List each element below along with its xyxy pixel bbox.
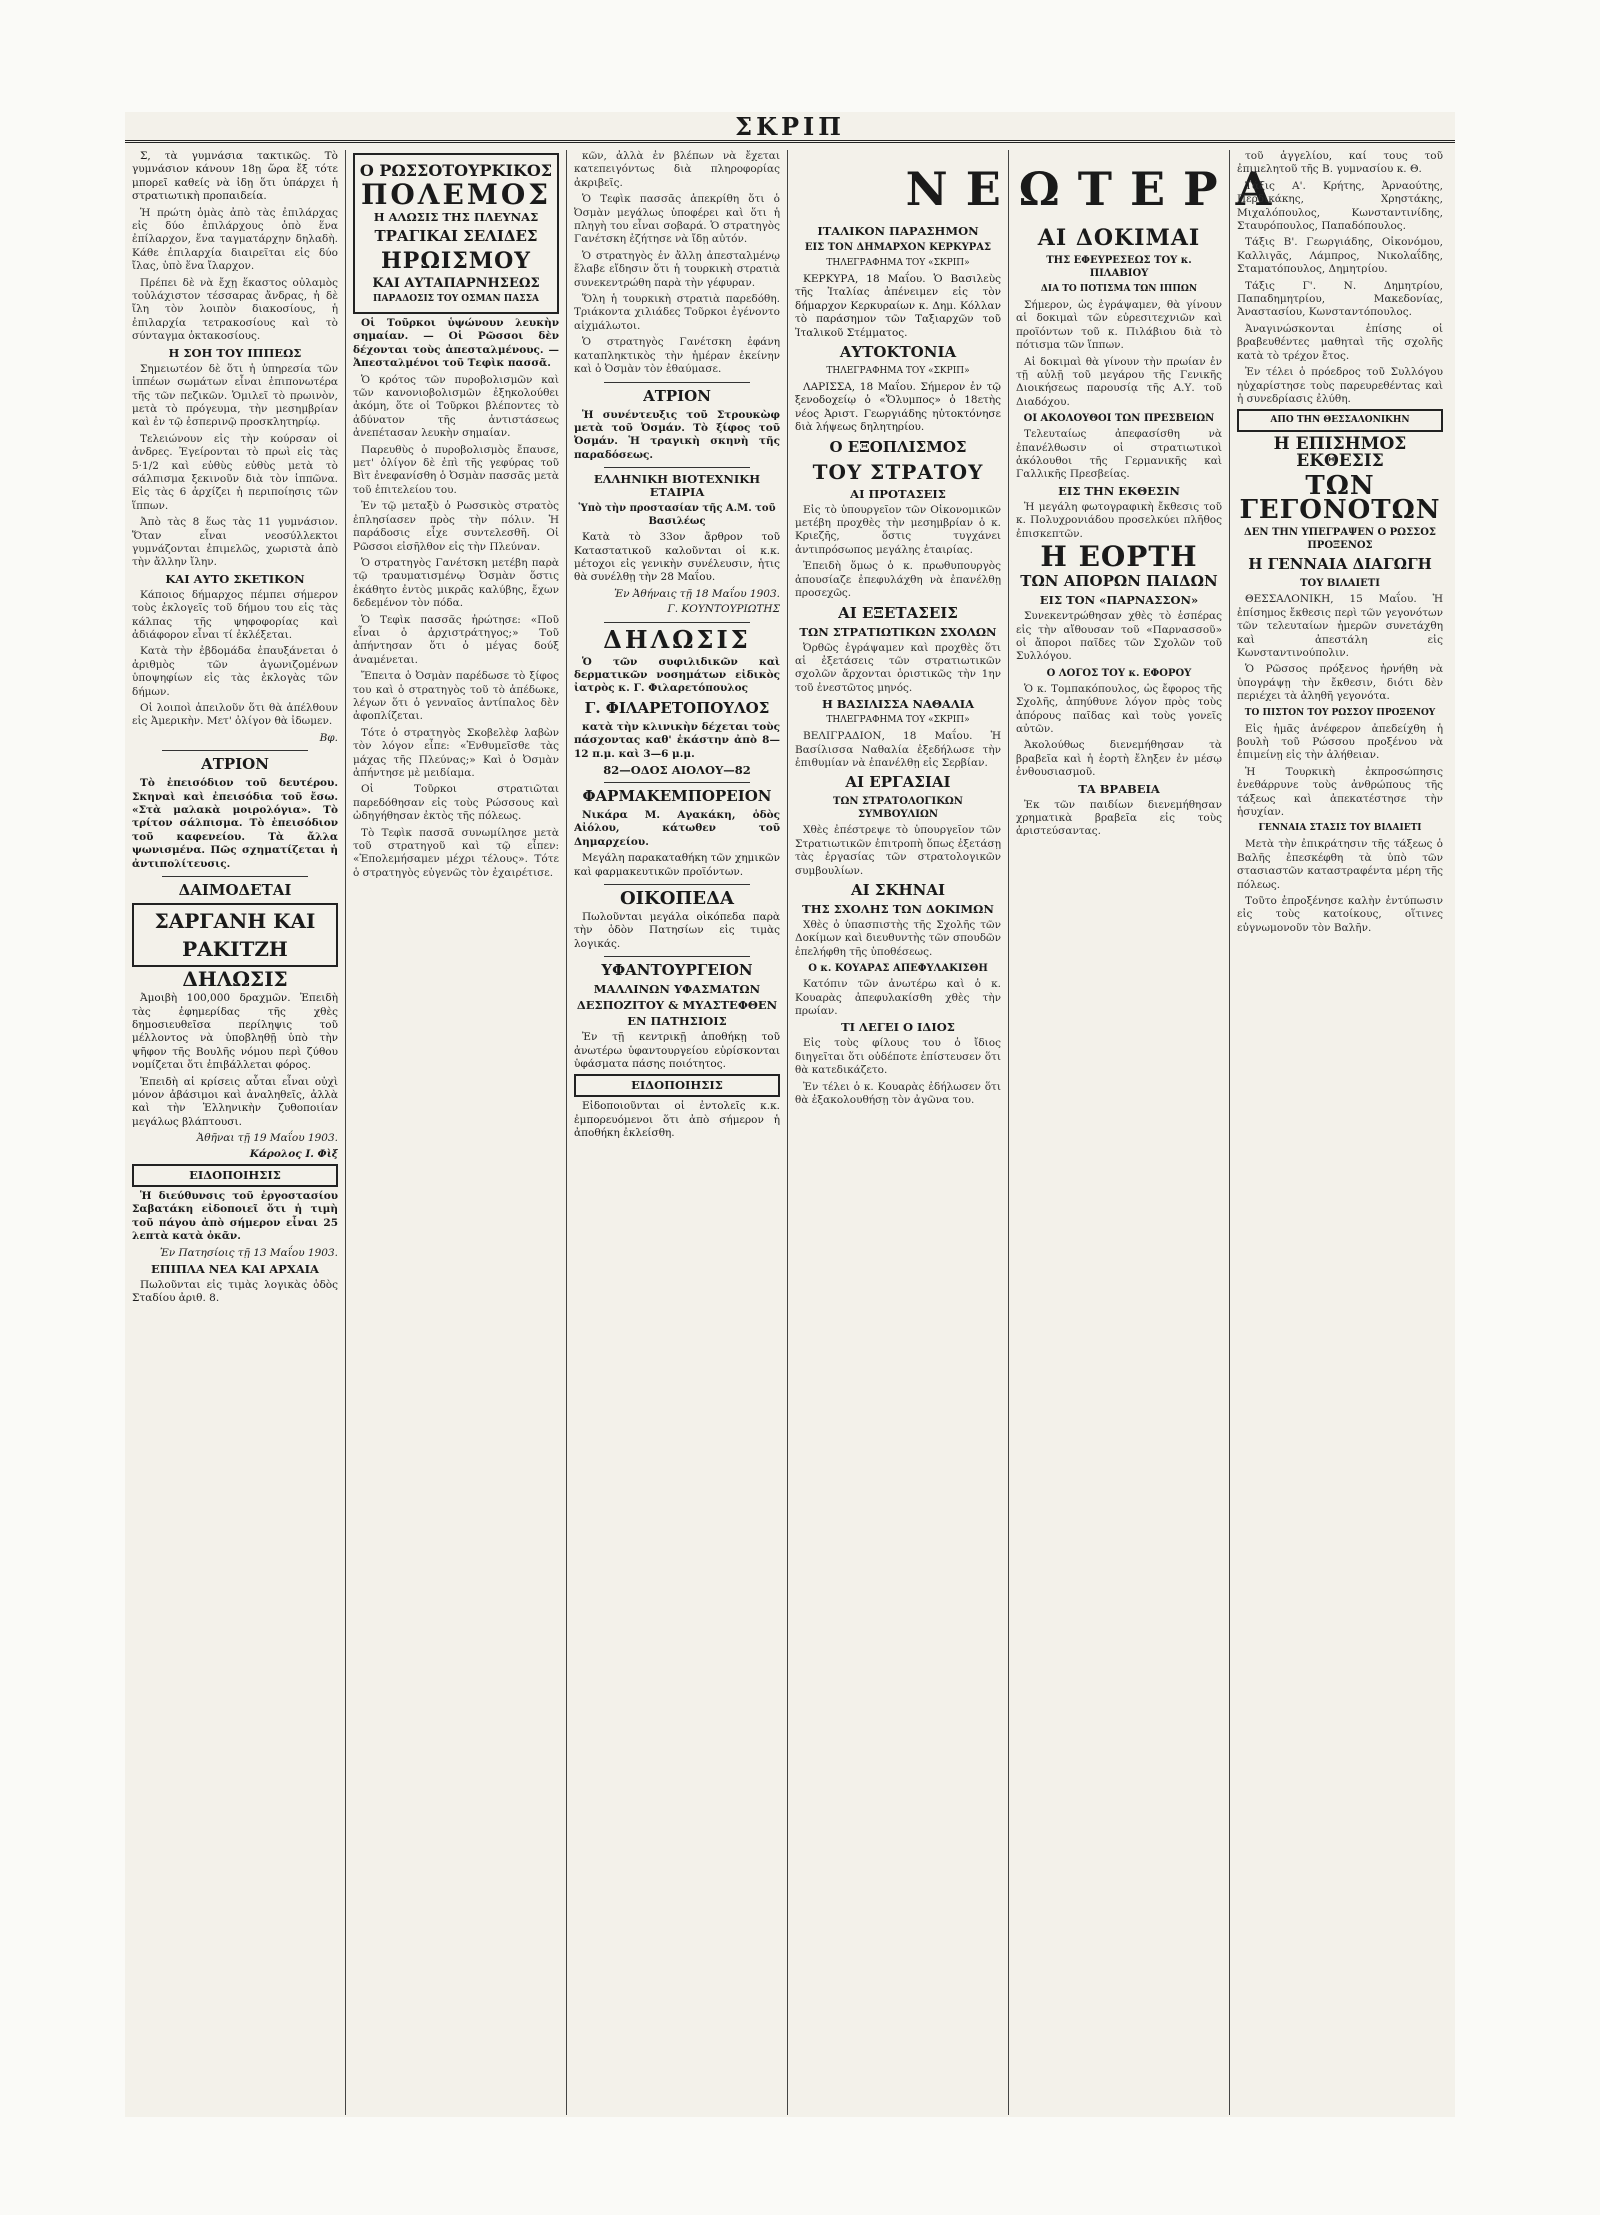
article-paragraph: Ὁ τῶν συφιλιδικῶν καὶ δερματικῶν νοσημάτων εἰδικὸς ἰατρὸς κ. Γ. Φιλαρετόπουλος: [574, 655, 780, 695]
article-paragraph: Ἡ πρώτη ὁμὰς ἀπὸ τὰς ἐπιλάρχας εἰς δύο ἐπιλάρχους ὁπὸ ἕνα ἐπίλαρχον, ἕνα ταγματάρχην δηλαδὴ. Κάθε ἐπιλαρχία διαιρεῖται εἰς δύο ἴλας, ὑπὸ ἕνα ἴλαρχον.: [132, 206, 338, 273]
signature-date: Ἀθῆναι τῇ 19 Μαΐου 1903.: [196, 1132, 338, 1145]
column-5: [1016, 222, 1222, 2110]
section-heading: ΟΙΚΟΠΕΔΑ: [619, 888, 735, 910]
section-heading: ΔΗΛΩΣΙΣ: [182, 967, 288, 992]
headline: Η ΕΠΙΣΗΜΟΣ ΕΚΘΕΣΙΣ: [1273, 434, 1407, 472]
article-paragraph: Εἰς ἡμᾶς ἀνέφερον ἀπεδείχθη ἡ βουλὴ τοῦ Ρώσσου προξένου νὰ ἐπιμείνῃ εἰς τὴν ἀλήθειαν.: [1237, 722, 1443, 762]
section-heading: ΑΙ ΕΡΓΑΣΙΑΙ: [845, 773, 951, 792]
section-heading: Η ΒΑΣΙΛΙΣΣΑ ΝΑΘΑΛΙΑ: [821, 697, 975, 712]
article-paragraph: Ὁ κ. Τομπακόπουλος, ὡς ἔφορος τῆς Σχολῆς, ἀπηύθυνε λόγον πρὸς τοὺς ἀπόρους παῖδας καὶ τοὺς γονεῖς αὐτῶν.: [1016, 682, 1222, 735]
section-subheading: Ὑπὸ τὴν προστασίαν τῆς Α.Μ. τοῦ Βασιλέως: [578, 503, 776, 528]
article-paragraph: Τοῦτο ἐπροξένησε καλὴν ἐντύπωσιν εἰς τοὺς κατοίκους, οἵτινες εὐγνωμονοῦν τὸν Βαλῆν.: [1237, 895, 1443, 934]
column-1: [132, 150, 338, 2110]
divider: [604, 382, 750, 383]
article-paragraph: Τάξις Γ'. Ν. Δημητρίου, Παπαδημητρίου, Μακεδονίας, Ἀναστασίου, Κωνσταντόπουλος.: [1237, 279, 1443, 319]
article-paragraph: Πωλοῦνται μεγάλα οἰκόπεδα παρὰ τὴν ὁδὸν Πατησίων εἰς τιμὰς λογικάς.: [574, 911, 780, 950]
column-rule: [1229, 150, 1230, 2115]
ad-name: Γ. ΦΙΛΑΡΕΤΟΠΟΥΛΟΣ: [584, 698, 770, 717]
section-heading: ΤΟΥ ΣΤΡΑΤΟΥ: [812, 459, 984, 484]
address: 82—ΟΔΟΣ ΑΙΟΛΟΥ—82: [603, 763, 751, 777]
masthead: [125, 112, 1455, 143]
article-paragraph: Χθὲς ὁ ὑπασπιστὴς τῆς Σχολῆς τῶν Δοκίμων καὶ διευθυντὴς τῶν σπουδῶν ἐπελήφθη τῆς ὑποθέσεως.: [795, 918, 1001, 958]
teaser-text: Ἡ συνέντευξις τοῦ Στρουκὼφ μετὰ τοῦ Ὀσμάν. Τὸ ξίφος τοῦ Ὀσμάν. Ἡ τραγικὴ σκηνὴ τῆς παραδόσεως.: [574, 408, 780, 461]
section-subheading: ΤΗΣ ΣΧΟΛΗΣ ΤΩΝ ΔΟΚΙΜΩΝ: [802, 901, 994, 916]
subheadline: ΚΑΙ ΑΥΤΑΠΑΡΝΗΣΕΩΣ: [372, 276, 540, 291]
section-heading: ΤΙ ΛΕΓΕΙ Ο ΙΔΙΟΣ: [841, 1020, 955, 1035]
article-paragraph: Ὁ στρατηγὸς ἐν ἄλλῃ ἀπεσταλμένῳ ἔλαβε εἴδησιν ὅτι ἡ τουρκικὴ στρατιὰ συνεκεντρώθη παρὰ τὴν γέφυραν.: [574, 249, 780, 289]
column-rule: [566, 150, 567, 2115]
signature-date: Ἐν Ἀθήναις τῇ 18 Μαΐου 1903.: [614, 587, 780, 600]
section-heading: ΑΠΟ ΤΗΝ ΘΕΣΣΑΛΟΝΙΚΗΝ: [1237, 409, 1443, 432]
headline: Ο ΡΩΣΣΟΤΟΥΡΚΙΚΟΣ: [359, 161, 553, 180]
subheadline: ΤΟΥ ΒΙΛΑΙΕΤΙ: [1300, 578, 1380, 590]
article-paragraph: Τότε ὁ στρατηγὸς Σκοβελὲφ λαβὼν τὸν λόγον εἶπε: «Ἐνθυμεῖσθε τὰς μάχας τῆς Πλεύνας;» Καὶ ὁ Ὀσμὰν ἀπήντησε μὲ μειδίαμα.: [353, 726, 559, 779]
headline: ΠΟΛΕΜΟΣ: [360, 178, 552, 211]
divider: [604, 884, 750, 885]
section-heading: ΑΙ ΕΞΕΤΑΣΕΙΣ: [838, 603, 958, 622]
article-paragraph: Τελευταίως ἀπεφασίσθη νὰ ἐπανέλθωσιν οἱ στρατιωτικοὶ ἀκόλουθοι τῆς Γερμανικῆς καὶ Γαλλικῆς Πρεσβείας.: [1016, 428, 1222, 481]
section-heading: ΚΑΙ ΑΥΤΟ ΣΚΕΤΙΚΟΝ: [165, 571, 305, 586]
article-paragraph: Σημειωτέον δὲ ὅτι ἡ ὑπηρεσία τῶν ἱππέων σωμάτων εἶναι ἐπιπονωτέρα τῆς τῶν πεζικῶν. Ὁμιλεῖ τὸ πρωινὸν, μετὰ τὸ πρόγευμα, τὴν μεσημβρίαν καὶ ἐν τῷ ἐσπερινῷ προσκλητηρίῳ.: [132, 362, 338, 429]
article-summary: Οἱ Τοῦρκοι ὑψώνουν λευκὴν σημαίαν. — Οἱ Ρῶσσοι δὲν δέχονται τοὺς ἀπεσταλμένους. — Ἀπεσταλμένοι τοῦ Τεφὶκ πασσᾶ.: [353, 317, 559, 370]
article-paragraph: Εἰδοποιοῦνται οἱ ἐντολεῖς κ.κ. ἐμπορευόμενοι ὅτι ἀπὸ σήμερον ἡ ἀποθήκη ἐκλείσθη.: [574, 1100, 780, 1140]
article-paragraph: Ἐν τῇ κεντρικῇ ἀποθήκῃ τοῦ ἀνωτέρω ὑφαντουργείου εὑρίσκονται ὑφάσματα πάσης ποιότητος.: [574, 1031, 780, 1071]
section-subheading: ΤΩΝ ΣΤΡΑΤΙΩΤΙΚΩΝ ΣΧΟΛΩΝ: [799, 624, 997, 639]
divider: [162, 876, 308, 877]
signature: Γ. ΚΟΥΝΤΟΥΡΙΩΤΗΣ: [667, 603, 780, 616]
ad-subheading: ΜΑΛΛΙΝΩΝ ΥΦΑΣΜΑΤΩΝ: [593, 982, 761, 997]
divider: [162, 750, 308, 751]
teaser-text: Τὸ ἐπεισόδιον τοῦ δευτέρου. Σκηναὶ καὶ ἐπεισόδια τοῦ ἔσω. «Στὰ μαλακὰ μοιρολόγια». Τὸ τρίτον σάλπισμα. Τὸ ἐπεισόδιον τοῦ καφενείου. Τὰ ἄλλα ψωνισμένα. Πῶς σχηματίζεται ἡ ἀντιπολίτευσις.: [132, 777, 338, 870]
article-paragraph: Συνεκεντρώθησαν χθὲς τὸ ἑσπέρας εἰς τὴν αἴθουσαν τοῦ «Παρνασσοῦ» οἱ ἄποροι παῖδες τῶν Σχολῶν τοῦ Συλλόγου.: [1016, 610, 1222, 663]
article-paragraph: Ὀρθῶς ἐγράψαμεν καὶ προχθὲς ὅτι αἱ ἐξετάσεις τῶν στρατιωτικῶν σχολῶν ἄρχονται ὁριστικῶς τὴν 1ην τοῦ ἐνεστῶτος μηνός.: [795, 641, 1001, 694]
article-paragraph: Χθὲς ἐπέστρεψε τὸ ὑπουργεῖον τῶν Στρατιωτικῶν ἐπιτροπὴ ὅπως ἐξετάσῃ τὰς ἐργασίας τῶν στρατολογικῶν συμβουλίων.: [795, 824, 1001, 877]
article-lead: Σ, τὰ γυμνάσια τακτικῶς. Τὸ γυμνάσιον κάνουν 18ῃ ὥρα ἔξ τότε μπορεῖ καθείς νὰ ἰδῃ ὅτι ὑπάρχει ἡ στρατιωτικὴ προπαιδεία.: [132, 150, 338, 203]
article-paragraph: Ἀναγινώσκονται ἐπίσης οἱ βραβευθέντες μαθηταὶ τῆς σχολῆς κατὰ τὸ τρέχον ἔτος.: [1237, 322, 1443, 362]
article-paragraph: Ἀμοιβὴ 100,000 δραχμῶν. Ἐπειδὴ τὰς ἐφημερίδας τῆς χθὲς δημοσιευθεῖσα περίληψις τοῦ μέλλοντος νὰ ὑποβληθῇ ὑπὸ τὴν ψῆφον τῆς Βουλῆς νόμου περὶ ζύθου νομίζεται ὅτι ἐπιβάλλεται φόρος.: [132, 992, 338, 1072]
section-heading: ΕΙΣ ΤΗΝ ΕΚΘΕΣΙΝ: [1058, 483, 1180, 498]
article-paragraph: Κατὰ τὴν ἐβδομάδα ἐπαυξάνεται ὁ ἀριθμὸς τῶν ἀγωνιζομένων ὑποψηφίων εἰς τὰς ἐκλογὰς τῶν δήμων.: [132, 645, 338, 698]
article-paragraph: Εἰς τοὺς φίλους του ὁ ἴδιος διηγεῖται ὅτι οὐδέποτε ἐπίστευσεν ὅτι θὰ κατεδικάζετο.: [795, 1037, 1001, 1077]
subheadline: Η ΑΛΩΣΙΣ ΤΗΣ ΠΛΕΥΝΑΣ: [373, 210, 539, 224]
section-subheading: ΕΙΣ ΤΟΝ ΔΗΜΑΡΧΟΝ ΚΕΡΚΥΡΑΣ: [804, 242, 992, 253]
article-paragraph: ΒΕΛΙΓΡΑΔΙΟΝ, 18 Μαΐου. Ἡ Βασίλισσα Ναθαλία ἐξεδήλωσε τὴν ἐπιθυμίαν νὰ ἐπανέλθῃ εἰς Σερβίαν.: [795, 730, 1001, 769]
article-paragraph: Σήμερον, ὡς ἐγράψαμεν, θὰ γίνουν αἱ δοκιμαὶ τῶν εὐρεσιτεχνιῶν καὶ προϊόντων τοῦ κ. Πιλάβιου διὰ τὸ πότισμα τῶν ἵππων.: [1016, 299, 1222, 352]
ad-heading: ΔΑΙΜΟΔΕΤΑΙ: [178, 881, 292, 900]
divider: [604, 782, 750, 783]
subheadline: ΗΡΩΙΣΜΟΥ: [381, 248, 531, 274]
section-heading: ΤΟ ΠΙΣΤΟΝ ΤΟΥ ΡΩΣΣΟΥ ΠΡΟΞΕΝΟΥ: [1244, 707, 1436, 718]
section-heading: ΔΗΛΩΣΙΣ: [603, 624, 751, 654]
masthead-title: ΣΚΡΙΠ: [735, 112, 845, 141]
headline: ΤΩΝ ΓΕΓΟΝΟΤΩΝ: [1239, 471, 1441, 526]
column-2: [353, 150, 559, 2110]
column-rule: [787, 150, 788, 2115]
section-subheading: ΤΗΣ ΕΦΕΥΡΕΣΕΩΣ ΤΟΥ κ. ΠΙΛΑΒΙΟΥ: [1046, 255, 1192, 279]
section-subheading: ΤΩΝ ΣΤΡΑΤΟΛΟΓΙΚΩΝ ΣΥΜΒΟΥΛΙΩΝ: [833, 796, 963, 821]
section-heading: ΕΙΔΟΠΟΙΗΣΙΣ: [574, 1074, 780, 1097]
section-subheading: ΔΙΑ ΤΟ ΠΟΤΙΣΜΑ ΤΩΝ ΙΠΠΩΝ: [1040, 284, 1198, 294]
ad-subheading: ΕΝ ΠΑΤΗΣΙΟΙΣ: [627, 1014, 727, 1029]
subheadline: ΠΑΡΑΔΟΣΙΣ ΤΟΥ ΟΣΜΑΝ ΠΑΣΣΑ: [373, 294, 539, 304]
column-4: [795, 222, 1001, 2110]
article-paragraph: Κάποιος δήμαρχος πέμπει σήμερον τοὺς ἐκλογεῖς τοῦ δήμου του εἰς τὰς κάλπας τῆς ψηφοφορίας καὶ ἀδιάφορον εἶναι τί ἐκλέξεται.: [132, 588, 338, 641]
ad-heading: ΥΦΑΝΤΟΥΡΓΕΙΟΝ: [601, 961, 753, 980]
article-paragraph: Ὁ στρατηγὸς Γανέτσκη ἐφάνη καταπληκτικὸς τὴν ἡμέραν ἐκείνην καὶ ὁ Ὀσμὰν τὸν ἐθαύμασε.: [574, 336, 780, 376]
section-heading: Ο κ. ΚΟΥΑΡΑΣ ΑΠΕΦΥΛΑΚΙΣΘΗ: [808, 963, 988, 975]
article-paragraph: τοῦ ἀγγελίου, καί τους τοῦ ἐπιμελητοῦ τῆς Β. γυμνασίου κ. Θ.: [1237, 150, 1443, 176]
article-paragraph: κατὰ τὴν κλινικὴν δέχεται τοὺς πάσχοντας καθ' ἑκάστην ἀπὸ 8—12 π.μ. καὶ 3—6 μ.μ.: [574, 720, 780, 760]
article-paragraph: Ὁ στρατηγὸς Γανέτσκη μετέβη παρὰ τῷ τραυματισμένῳ Ὀσμὰν ὅστις ἐκάθητο ἐντὸς μικρᾶς καλύβης, ἔχων δεδεμένον τὸν πόδα.: [353, 556, 559, 610]
article-paragraph: ΚΕΡΚΥΡΑ, 18 Μαΐου. Ὁ Βασιλεὺς τῆς Ἰταλίας ἀπένειμεν εἰς τὸν δήμαρχον Κερκυραίων κ. Δημ. Κόλλαν τὸ παράσημον τῶν Ταξιαρχῶν τοῦ Ἰταλικοῦ Στέμματος.: [795, 273, 1001, 339]
section-heading: ΑΤΡΙΟΝ: [643, 386, 711, 405]
article-paragraph: Ἐν τέλει ὁ πρόεδρος τοῦ Συλλόγου ηὐχαρίστησε τοὺς παρευρεθέντας καὶ ἡ συνεδρίασις ἐλύθη.: [1237, 366, 1443, 405]
subheadline: ΔΕΝ ΤΗΝ ΥΠΕΓΡΑΨΕΝ Ο ΡΩΣΣΟΣ ΠΡΟΞΕΝΟΣ: [1243, 527, 1436, 552]
article-paragraph: Ὁ Τεφὶκ πασσᾶς ἠρώτησε: «Ποῦ εἶναι ὁ ἀρχιστράτηγος;» Τοῦ ἀπήντησαν ὅτι ὁ μέγας δούξ ἀναμένεται.: [353, 613, 559, 666]
section-heading: ΕΠΙΠΛΑ ΝΕΑ ΚΑΙ ΑΡΧΑΙΑ: [151, 1262, 319, 1276]
section-heading: ΤΑ ΒΡΑΒΕΙΑ: [1078, 781, 1160, 796]
section-heading: ΑΙ ΣΚΗΝΑΙ: [850, 880, 946, 899]
headline-box: [353, 153, 559, 314]
telegram-label: ΤΗΛΕΓΡΑΦΗΜΑ ΤΟΥ «ΣΚΡΙΠ»: [826, 715, 970, 726]
article-paragraph: Οἱ λοιποὶ ἀπειλοῦν ὅτι θὰ ἀπέλθουν εἰς Ἀμερικὴν. Μετ' ὀλίγον θὰ ἰδωμεν.: [132, 702, 338, 728]
divider: [604, 467, 750, 468]
section-heading: ΓΕΝΝΑΙΑ ΣΤΑΣΙΣ ΤΟΥ ΒΙΛΑΙΕΤΙ: [1258, 823, 1422, 834]
section-heading: ΕΛΛΗΝΙΚΗ ΒΙΟΤΕΧΝΙΚΗ ΕΤΑΙΡΙΑ: [593, 472, 761, 500]
section-subheading: ΤΩΝ ΑΠΟΡΩΝ ΠΑΙΔΩΝ: [1020, 572, 1218, 591]
article-paragraph: Μετὰ τὴν ἐπικράτησιν τῆς τάξεως ὁ Βαλῆς ἐπεσκέφθη τὰ ὑπὸ τῶν στασιαστῶν καταστραφέντα μέρη τῆς πόλεως.: [1237, 838, 1443, 891]
column-6: [1237, 150, 1443, 2110]
article-paragraph: Οἱ Τοῦρκοι στρατιῶται παρεδόθησαν εἰς τοὺς Ρώσσους καὶ ὡδηγήθησαν ἐκτὸς τῆς πόλεως.: [353, 783, 559, 823]
section-heading: ΙΤΑΛΙΚΟΝ ΠΑΡΑΣΗΜΟΝ: [817, 224, 979, 238]
subheadline: Η ΓΕΝΝΑΙΑ ΔΙΑΓΩΓΗ: [1248, 555, 1432, 574]
article-paragraph: Ἡ μεγάλη φωτογραφικὴ ἔκθεσις τοῦ κ. Πολυχρονιάδου προσελκύει πλῆθος ἐπισκεπτῶν.: [1016, 500, 1222, 540]
section-heading: ΑΤΡΙΟΝ: [201, 755, 269, 774]
article-paragraph: ΛΑΡΙΣΣΑ, 18 Μαΐου. Σήμερον ἐν τῷ ξενοδοχείῳ ὁ «Ὄλυμπος» ὁ 18ετὴς νέος Ἀριστ. Γεωργιάδης ηὐτοκτόνησε διὰ λήψεως δηλητηρίου.: [795, 381, 1001, 434]
section-heading: Ο ΕΞΟΠΛΙΣΜΟΣ: [829, 437, 967, 456]
article-paragraph: Ἀκολούθως διενεμήθησαν τὰ βραβεῖα καὶ ἡ ἑορτὴ ἔληξεν ἐν μέσῳ ἐνθουσιασμοῦ.: [1016, 739, 1222, 779]
article-paragraph: Ὁ κρότος τῶν πυροβολισμῶν καὶ τῶν κανονιοβολισμῶν ἐξηκολούθει ἀκόμη, ὅτε οἱ Τοῦρκοι βλέποντες τὸ ἀδύνατον τῆς ἀντιστάσεως ἀνεπέτασαν λευκὴν σημαίαν.: [353, 373, 559, 440]
article-paragraph: Πρέπει δὲ νὰ ἔχῃ ἕκαστος οὐλαμὸς τοὐλάχιστον τέσσαρας ἄνδρας, ἡ δὲ ἴλη τὸν λοιπὸν διακοσίους, ἡ ἐπιλαρχία τετρακοσίους καὶ τὸ σύνταγμα ὀκτακοσίους.: [132, 276, 338, 343]
article-paragraph: Ἡ διεύθυνσις τοῦ ἐργοστασίου Σαβατάκη εἰδοποιεῖ ὅτι ἡ τιμὴ τοῦ πάγου ἀπὸ σήμερον εἶναι 25 λεπτὰ κατὰ ὀκᾶν.: [132, 1189, 338, 1243]
article-paragraph: Ἐν τῷ μεταξὺ ὁ Ρωσσικὸς στρατὸς ἐπλησίασεν πρὸς τὴν πόλιν. Ἡ παράδοσις εἶχε συντελεσθῆ. Οἱ Ρῶσσοι εἰσῆλθον εἰς τὴν Πλεύναν.: [353, 500, 559, 553]
article-paragraph: Ὁ Ρῶσσος πρόξενος ἠρνήθη νὰ ὑπογράψῃ τὴν ἔκθεσιν, διότι δὲν περιέχει τὰ ἀληθῆ γεγονότα.: [1237, 663, 1443, 703]
article-paragraph: Κατὰ τὸ 33ον ἄρθρον τοῦ Καταστατικοῦ καλοῦνται οἱ κ.κ. μέτοχοι εἰς γενικὴν συνέλευσιν, ἡτις θὰ συνέλθῃ τὴν 28 Μαΐου.: [574, 531, 780, 584]
article-paragraph: Μεγάλη παρακαταθήκη τῶν χημικῶν καὶ φαρμακευτικῶν προϊόντων.: [574, 852, 780, 878]
signature: Κάρολος Ι. Φὶξ: [249, 1147, 338, 1160]
article-paragraph: Ἐπειδὴ αἱ κρίσεις αὗται εἶναι οὐχὶ μόνον ἀβάσιμοι καὶ ἀναληθεῖς, ἀλλὰ καὶ τὴν Ἑλληνικὴν ζυθοποιίαν μεγάλως βλάπτουσι.: [132, 1075, 338, 1128]
article-paragraph: Πωλοῦνται εἰς τιμὰς λογικὰς ὁδὸς Σταδίου ἀριθ. 8.: [132, 1279, 338, 1305]
section-subheading: ΕΙΣ ΤΟΝ «ΠΑΡΝΑΣΣΟΝ»: [1039, 593, 1199, 608]
telegram-label: ΤΗΛΕΓΡΑΦΗΜΑ ΤΟΥ «ΣΚΡΙΠ»: [826, 366, 970, 377]
ad-title: ΣΑΡΓΑΝΗ ΚΑΙ ΡΑΚΙΤΖΗ: [132, 903, 338, 967]
article-paragraph: Τάξις Β'. Γεωργιάδης, Οἰκονόμου, Καλλιγᾶς, Λάμπρος, Νικολαΐδης, Σταματόπουλος, Δημητρίου.: [1237, 236, 1443, 276]
ad-subheading: ΔΕΣΠΟΖΙΤΟΥ & ΜΥΑΣΤΕΦΘΕΝ: [576, 998, 778, 1013]
article-paragraph: Ἐν τέλει ὁ κ. Κουαρὰς ἐδήλωσεν ὅτι θὰ ἐξακολουθήσῃ τὸν ἀγῶνα του.: [795, 1080, 1001, 1107]
article-paragraph: Κατόπιν τῶν ἀνωτέρω καὶ ὁ κ. Κουαρὰς ἀπεφυλακίσθη χθὲς τὴν πρωίαν.: [795, 978, 1001, 1017]
section-heading: Ο ΛΟΓΟΣ ΤΟΥ κ. ΕΦΟΡΟΥ: [1046, 667, 1192, 679]
column-rule: [345, 150, 346, 2115]
article-paragraph: ΘΕΣΣΑΛΟΝΙΚΗ, 15 Μαΐου. Ἡ ἐπίσημος ἔκθεσις περὶ τῶν γεγονότων τῶν τελευταίων ἡμερῶν συνετάχθη καὶ ἀπεστάλη εἰς Κωνσταντινούπολιν.: [1237, 593, 1443, 659]
section-heading: ΑΥΤΟΚΤΟΝΙΑ: [839, 343, 957, 362]
article-paragraph: Ὁ Τεφὶκ πασσᾶς ἀπεκρίθη ὅτι ὁ Ὀσμὰν μεγάλως ὑποφέρει καὶ ὅτι ἡ πληγὴ του εἶναι σοβαρά. Ὁ στρατηγὸς Γανέτσκη ἐζήτησε νὰ ἴδῃ αὐτόν.: [574, 193, 780, 246]
article-paragraph: Ἡ Τουρκικὴ ἐκπροσώπησις ἐνεθάρρυνε τοὺς ἀνθρώπους τῆς τάξεως καὶ ἀπεκατέστησε τὴν ἡσυχίαν.: [1237, 765, 1443, 818]
news-banner: ΝΕΩΤΕΡΑ: [905, 162, 1290, 216]
subheadline: ΤΡΑΓΙΚΑΙ ΣΕΛΙΔΕΣ: [374, 227, 538, 245]
article-paragraph: Τάξις Α'. Κρήτης, Ἀρναούτης, Περδικάκης, Χρηστάκης, Μιχαλόπουλος, Κωνσταντινίδης, Σταυρόπουλος, Παπαδόπουλος.: [1237, 179, 1443, 233]
signature: Βφ.: [319, 731, 338, 744]
section-heading: ΑΙ ΔΟΚΙΜΑΙ: [1037, 225, 1201, 251]
section-subheading: ΑΙ ΠΡΟΤΑΣΕΙΣ: [850, 486, 946, 501]
signature-date: Ἐν Πατησίοις τῇ 13 Μαΐου 1903.: [159, 1246, 338, 1259]
article-paragraph: Ἐκ τῶν παιδίων διενεμήθησαν χρηματικὰ βραβεῖα εἰς τοὺς ἀριστεύσαντας.: [1016, 798, 1222, 838]
article-paragraph: Ὅλη ἡ τουρκικὴ στρατιὰ παρεδόθη. Τριάκοντα χιλιάδες Τοῦρκοι ἐγένοντο αἰχμάλωτοι.: [574, 293, 780, 332]
article-paragraph: Εἰς τὸ ὑπουργεῖον τῶν Οἰκονομικῶν μετέβη προχθὲς τὴν μεσημβρίαν ὁ κ. Κριεζῆς, ὅστις τυγχάνει ἀντιπρόσωπος μεγάλης ἐταιρίας.: [795, 503, 1001, 556]
telegram-label: ΤΗΛΕΓΡΑΦΗΜΑ ΤΟΥ «ΣΚΡΙΠ»: [826, 258, 970, 268]
column-rule: [1008, 150, 1009, 2115]
section-heading: ΦΑΡΜΑΚΕΜΠΟΡΕΙΟΝ: [582, 787, 772, 805]
article-paragraph: Παρευθὺς ὁ πυροβολισμὸς ἔπαυσε, μετ' ὀλίγον δὲ ἐπὶ τῆς γεφύρας τοῦ Βὶτ ἐνεφανίσθη ὁ Ὀσμὰν πασσᾶς μετὰ τοῦ ἐπιτελείου του.: [353, 443, 559, 496]
divider: [604, 956, 750, 957]
section-heading: ΟΙ ΑΚΟΛΟΥΘΟΙ ΤΩΝ ΠΡΕΣΒΕΙΩΝ: [1023, 413, 1215, 425]
article-paragraph: Ἀπὸ τὰς 8 ἕως τὰς 11 γυμνάσιον. Ὅταν εἶναι νεοσύλλεκτοι γυμνάζονται ἐπιμελῶς, χωριστὰ ἀπὸ τὴν ἄλλην ἴλην.: [132, 516, 338, 569]
article-paragraph: Ἔπειτα ὁ Ὀσμὰν παρέδωσε τὸ ξίφος του καὶ ὁ στρατηγὸς τοῦ τὸ ἀπέδωκε, λέγων ὅτι ὁ γενναῖος ἀντίπαλος δὲν ἀφοπλίζεται.: [353, 670, 559, 723]
article-paragraph: Αἱ δοκιμαὶ θὰ γίνουν τὴν πρωίαν ἐν τῇ αὐλῇ τοῦ μεγάρου τῆς Γενικῆς Διοικήσεως παρουσίᾳ τῆς Α.Υ. τοῦ Διαδόχου.: [1016, 355, 1222, 408]
article-paragraph: Ἐπειδὴ ὅμως ὁ κ. πρωθυπουργὸς ἀπουσίαζε ἐπεφυλάχθη νὰ ἐπανέλθῃ προσεχῶς.: [795, 560, 1001, 600]
article-paragraph: κῶν, ἀλλὰ ἐν βλέπων νὰ ἔχεται κατεπειγόντως διὰ πληροφορίας ἀκριβεῖς.: [574, 150, 780, 189]
section-heading: Η ΣΟΗ ΤΟΥ ΙΠΠΕΩΣ: [168, 345, 302, 360]
article-paragraph: Νικάρα Μ. Αγακάκη, ὁδὸς Αἰόλου, κάτωθεν τοῦ Δημαρχείου.: [574, 809, 780, 848]
section-heading: Η ΕΟΡΤΗ: [1040, 540, 1198, 574]
article-paragraph: Τὸ Τεφὶκ πασσᾶ συνωμίλησε μετὰ τοῦ στρατηγοῦ καὶ τῷ εἶπεν: «Ἐπολεμήσαμεν μέχρι τέλους». Τότε ὁ στρατηγὸς εὐγενῶς τὸν ἐχαιρέτισε.: [353, 826, 559, 879]
section-heading: ΕΙΔΟΠΟΙΗΣΙΣ: [132, 1164, 338, 1187]
divider: [604, 622, 750, 623]
article-paragraph: Τελειώνουν εἰς τὴν κούρσαν οἱ ἀνδρες. Ἐγείρονται τὸ πρωὶ εἰς τὰς 5·1/2 καὶ εὐθὺς εὐθὺς μετὰ τὸ σάλπισμα ξεκινοῦν διὰ τὸν ἱππῶνα. Εἰς τὰς 6 ἀρχίζει ἡ περιποίησις τῶν ἵππων.: [132, 432, 338, 512]
column-3: [574, 150, 780, 2110]
